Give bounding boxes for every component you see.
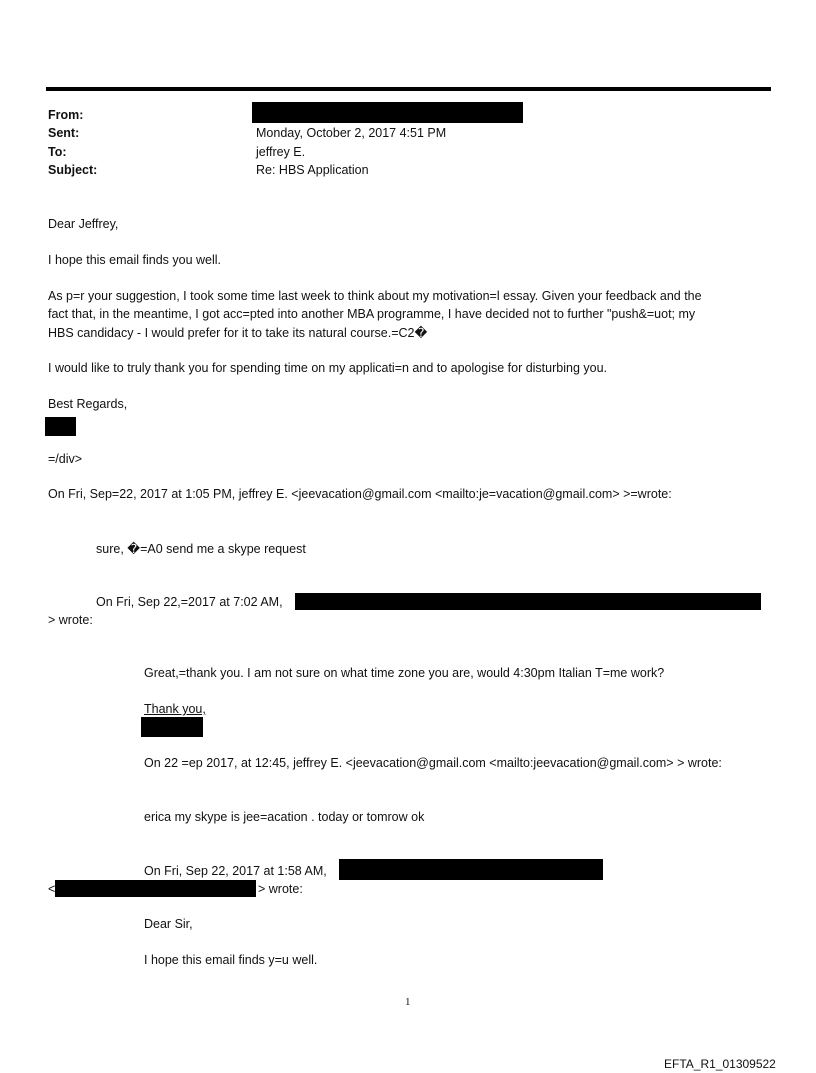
redacted-quote-4-sender [339, 859, 603, 880]
redacted-quote-4-email [55, 880, 256, 897]
quote-3-body: erica my skype is jee=acation . today or tomrow ok [144, 810, 425, 824]
page-number: 1 [405, 996, 411, 1008]
redacted-quote-2-signature [141, 717, 203, 737]
quote-4-lt: < [48, 882, 56, 896]
body-paragraph-1: I hope this email finds you well. [48, 253, 222, 267]
quote-2-thanks: Thank you, [144, 702, 206, 716]
sign-off: Best Regards, [48, 397, 128, 411]
subject-label: Subject: [48, 163, 98, 177]
quote-3-header: On 22 =ep 2017, at 12:45, jeffrey E. <jeevacation@gmail.com <mailto:jeevacation@gmail.com> > wrote: [144, 756, 722, 770]
redacted-sender [252, 102, 523, 123]
quote-2-body: Great,=thank you. I am not sure on what time zone you are, would 4:30pm Italian T=me work? [144, 666, 665, 680]
quote-1-body: sure, �=A0 send me a skype request [96, 542, 306, 556]
sent-value: Monday, October 2, 2017 4:51 PM [256, 126, 447, 140]
body-paragraph-2-line-3: HBS candidacy - I would prefer for it to take its natural course.=C2� [48, 326, 428, 340]
quote-2-header: On Fri, Sep 22,=2017 at 7:02 AM, [96, 595, 283, 609]
div-close-artifact: =/div> [48, 452, 83, 466]
document-id: EFTA_R1_01309522 [664, 1057, 776, 1071]
quote-2-wrote: > wrote: [48, 613, 93, 627]
subject-value: Re: HBS Application [256, 163, 369, 177]
to-label: To: [48, 145, 67, 159]
quote-4-header: On Fri, Sep 22, 2017 at 1:58 AM, [144, 864, 327, 878]
body-paragraph-2-line-1: As p=r your suggestion, I took some time last week to think about my motivation=l essay. Given your feedback and the [48, 289, 702, 303]
body-paragraph-2-line-2: fact that, in the meantime, I got acc=pted into another MBA programme, I have decided not to further "push&=uot; my [48, 307, 696, 321]
from-label: From: [48, 108, 84, 122]
redacted-quote-2-sender [295, 593, 761, 610]
to-value: jeffrey E. [256, 145, 306, 159]
sent-label: Sent: [48, 126, 80, 140]
quote-4-wrote: > wrote: [258, 882, 303, 896]
quote-1-header: On Fri, Sep=22, 2017 at 1:05 PM, jeffrey E. <jeevacation@gmail.com <mailto:je=vacation@gmail.com> >=wrote: [48, 487, 672, 501]
greeting: Dear Jeffrey, [48, 217, 119, 231]
body-paragraph-3: I would like to truly thank you for spending time on my applicati=n and to apologise for disturbing you. [48, 361, 608, 375]
quote-4-greeting: Dear Sir, [144, 917, 193, 931]
redacted-signature [45, 417, 76, 436]
header-rule [46, 87, 771, 91]
quote-4-body: I hope this email finds y=u well. [144, 953, 318, 967]
